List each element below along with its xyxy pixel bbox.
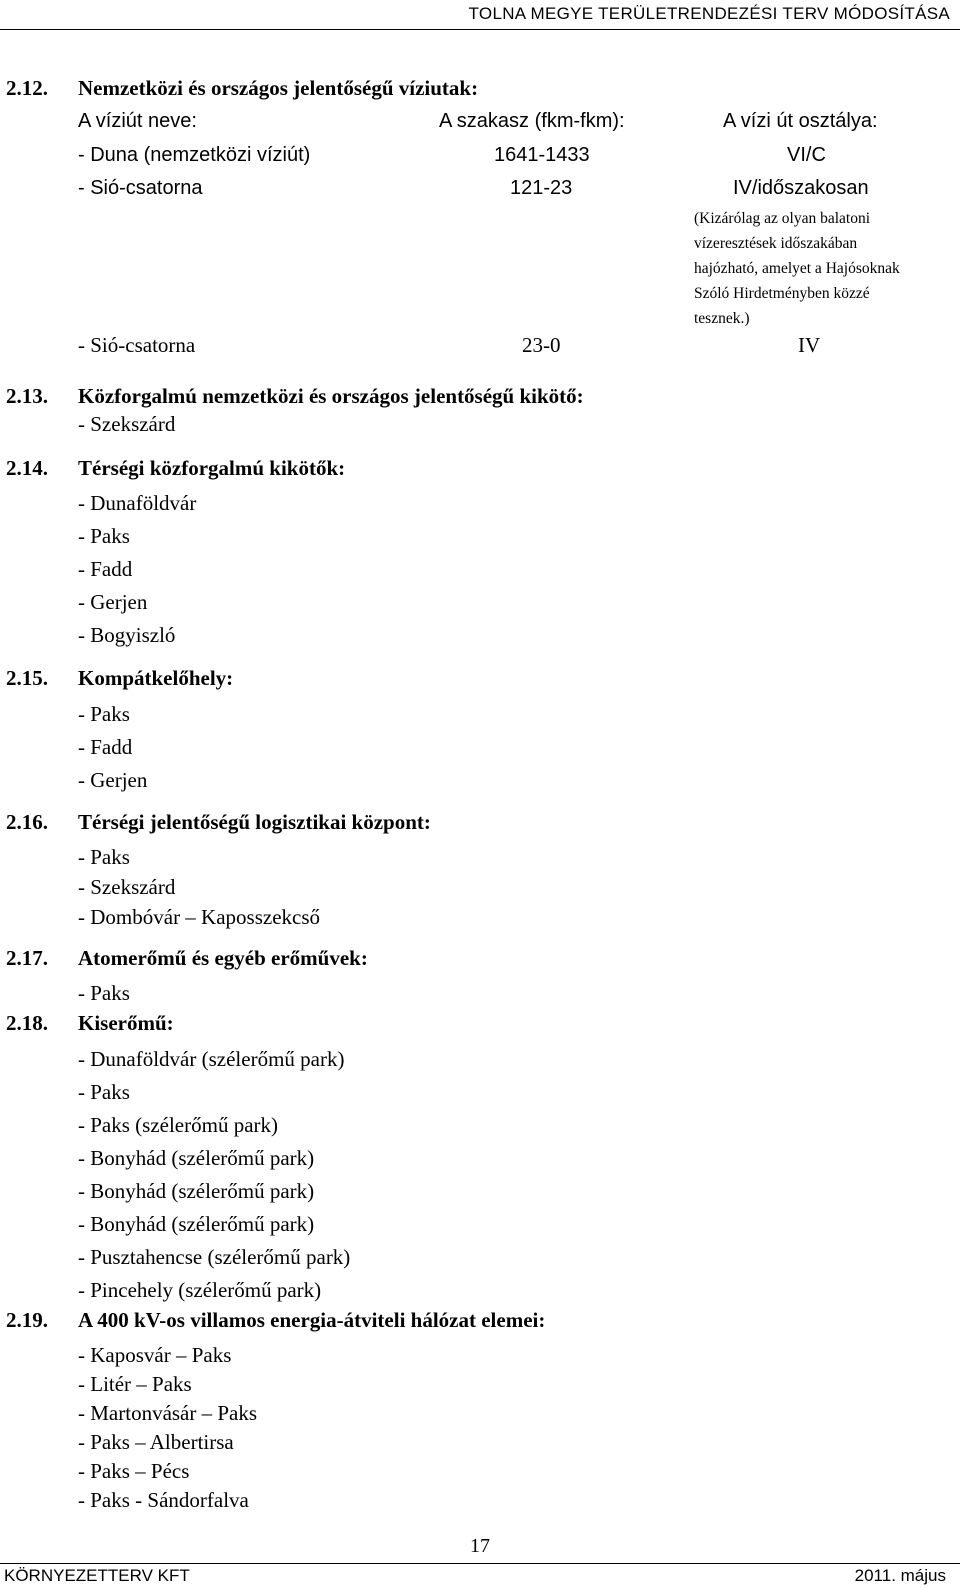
list-item: - Paks bbox=[78, 845, 130, 869]
section-number-2-17: 2.17. bbox=[6, 946, 48, 970]
note-line: tesznek.) bbox=[694, 310, 750, 327]
section-number-2-13: 2.13. bbox=[6, 384, 48, 408]
section-number-2-15: 2.15. bbox=[6, 666, 48, 690]
waterway-row-2-class: IV/időszakosan bbox=[733, 177, 869, 199]
list-2-19 bbox=[78, 1341, 257, 1515]
list-item: - Fadd bbox=[78, 735, 133, 759]
col-header-name: A víziút neve: bbox=[78, 110, 197, 132]
list-item: - Paks bbox=[78, 702, 130, 726]
list-item: - Gerjen bbox=[78, 590, 148, 614]
section-title-2-15: Kompátkelőhely: bbox=[78, 666, 234, 690]
section-number-2-16: 2.16. bbox=[6, 810, 48, 834]
section-number-2-14: 2.14. bbox=[6, 456, 48, 480]
footer-date: 2011. május bbox=[854, 1566, 946, 1585]
list-item: - Gerjen bbox=[78, 768, 148, 792]
list-item: - Bogyiszló bbox=[78, 623, 176, 647]
waterway-row-1-section: 1641-1433 bbox=[494, 144, 590, 166]
waterway-row-3-name: - Sió-csatorna bbox=[78, 333, 196, 357]
col-header-class: A vízi út osztálya: bbox=[723, 110, 878, 132]
list-2-18 bbox=[78, 1043, 350, 1307]
section-title-2-17: Atomerőmű és egyéb erőművek: bbox=[78, 946, 368, 970]
list-item: - Bonyhád (szélerőmű park) bbox=[78, 1146, 315, 1170]
list-item: - Pusztahencse (szélerőmű park) bbox=[78, 1245, 351, 1269]
waterway-note bbox=[694, 206, 900, 331]
section-number-2-18: 2.18. bbox=[6, 1011, 48, 1035]
note-line: Szóló Hirdetményben közzé bbox=[694, 285, 870, 302]
waterway-row-1-class: VI/C bbox=[787, 144, 826, 166]
list-item: - Szekszárd bbox=[78, 875, 176, 899]
waterway-row-1-name: - Duna (nemzetközi víziút) bbox=[78, 144, 311, 166]
list-item: - Paks bbox=[78, 1080, 130, 1104]
waterway-row-2-section: 121-23 bbox=[510, 177, 573, 199]
section-title-2-18: Kiserőmű: bbox=[78, 1011, 174, 1035]
list-item: - Dombóvár – Kaposszekcső bbox=[78, 905, 321, 929]
waterway-row-3-section: 23-0 bbox=[522, 333, 561, 357]
list-item: - Paks - Sándorfalva bbox=[78, 1488, 249, 1512]
list-item: - Paks bbox=[78, 981, 130, 1005]
note-line: (Kizárólag az olyan balatoni bbox=[694, 210, 871, 227]
list-2-17 bbox=[78, 978, 130, 1008]
list-item: - Pincehely (szélerőmű park) bbox=[78, 1278, 322, 1302]
waterway-row-2-name: - Sió-csatorna bbox=[78, 177, 203, 199]
list-item: - Martonvásár – Paks bbox=[78, 1401, 258, 1425]
page-number: 17 bbox=[470, 1535, 490, 1557]
list-2-13 bbox=[78, 411, 175, 437]
header-rule bbox=[0, 29, 960, 30]
list-item: - Szekszárd bbox=[78, 412, 176, 436]
section-title-2-16: Térségi jelentőségű logisztikai központ: bbox=[78, 810, 431, 834]
list-item: - Fadd bbox=[78, 557, 133, 581]
section-title-2-13: Közforgalmú nemzetközi és országos jelentőségű kikötő: bbox=[78, 384, 584, 408]
list-item: - Paks (szélerőmű park) bbox=[78, 1113, 279, 1137]
section-title-2-14: Térségi közforgalmú kikötők: bbox=[78, 456, 346, 480]
list-item: - Paks – Albertirsa bbox=[78, 1430, 234, 1454]
footer-rule bbox=[0, 1563, 960, 1564]
section-number-2-12: 2.12. bbox=[6, 76, 48, 100]
list-item: - Paks bbox=[78, 524, 130, 548]
list-item: - Dunaföldvár bbox=[78, 491, 197, 515]
list-item: - Paks – Pécs bbox=[78, 1459, 190, 1483]
list-item: - Litér – Paks bbox=[78, 1372, 192, 1396]
note-line: hajózható, amelyet a Hajósoknak bbox=[694, 260, 900, 277]
note-line: vízeresztések időszakában bbox=[694, 235, 858, 252]
list-item: - Dunaföldvár (szélerőmű park) bbox=[78, 1047, 345, 1071]
waterway-row-3-class: IV bbox=[798, 333, 821, 357]
list-item: - Kaposvár – Paks bbox=[78, 1343, 232, 1367]
running-header: TOLNA MEGYE TERÜLETRENDEZÉSI TERV MÓDOSÍTÁSA bbox=[468, 4, 950, 23]
footer-company: KÖRNYEZETTERV KFT bbox=[4, 1566, 190, 1585]
section-number-2-19: 2.19. bbox=[6, 1308, 48, 1332]
list-item: - Bonyhád (szélerőmű park) bbox=[78, 1212, 315, 1236]
section-title-2-12: Nemzetközi és országos jelentőségű víziutak: bbox=[78, 76, 479, 100]
list-item: - Bonyhád (szélerőmű park) bbox=[78, 1179, 315, 1203]
col-header-section: A szakasz (fkm-fkm): bbox=[439, 110, 625, 132]
list-2-14 bbox=[78, 487, 196, 652]
list-2-16 bbox=[78, 842, 320, 932]
list-2-15 bbox=[78, 698, 147, 797]
section-title-2-19: A 400 kV-os villamos energia-átviteli hálózat elemei: bbox=[78, 1308, 546, 1332]
